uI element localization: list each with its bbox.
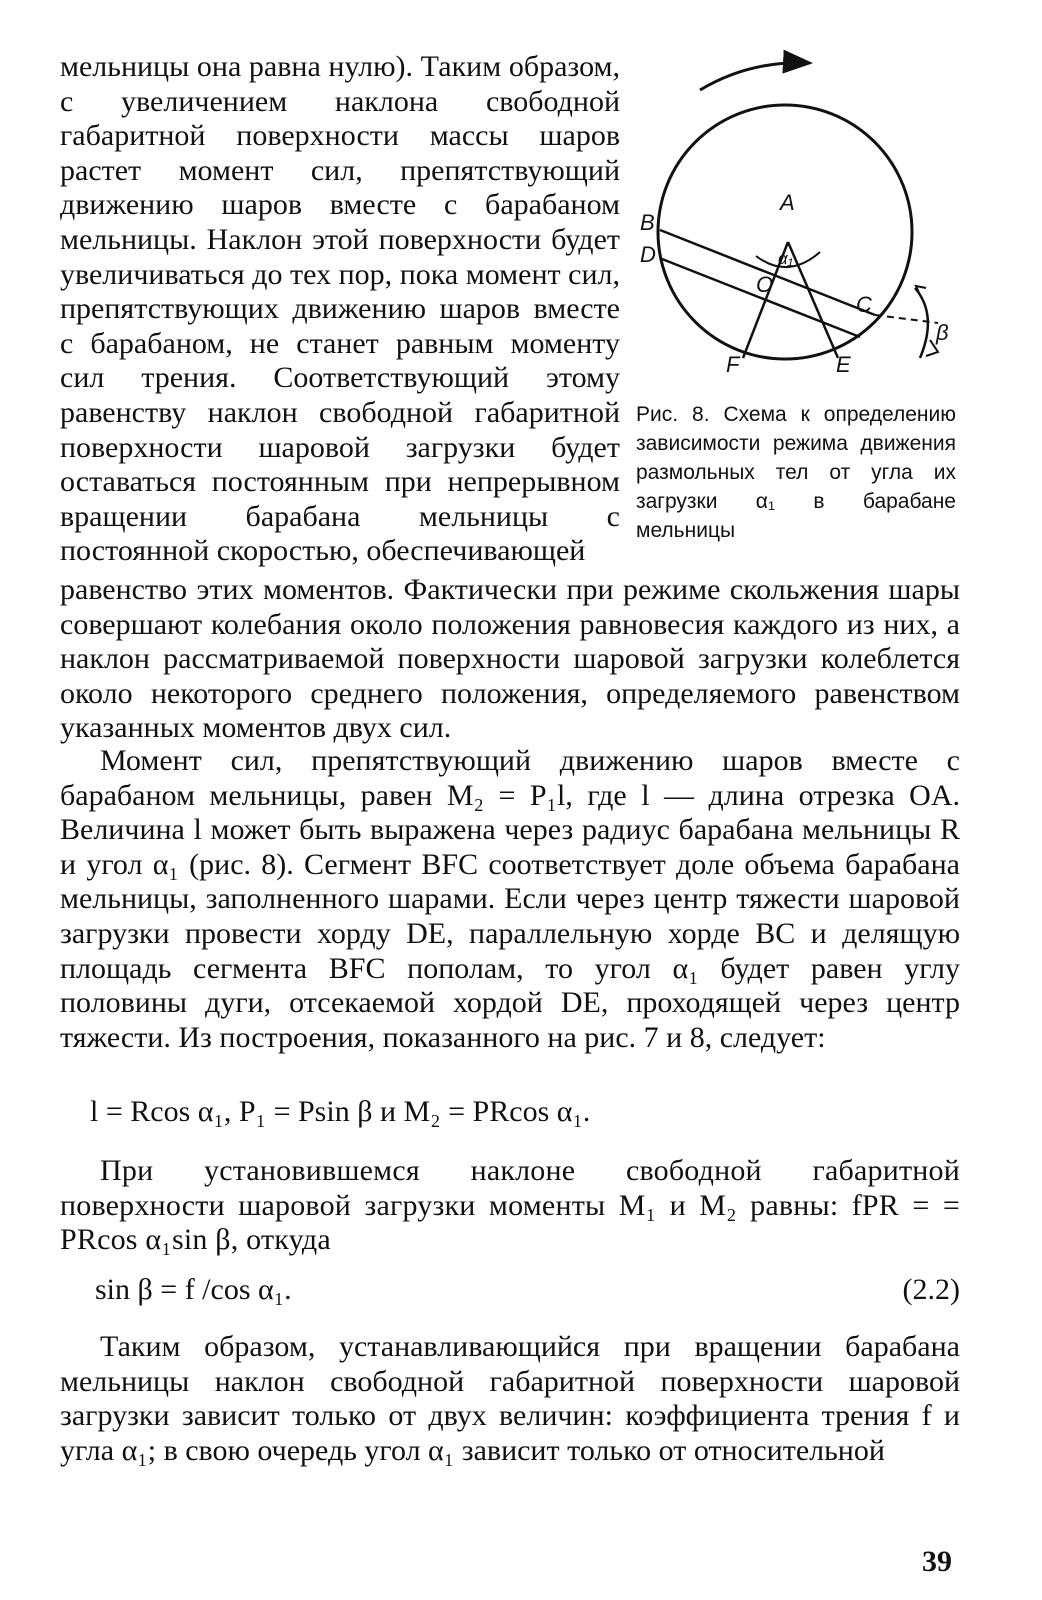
figure-caption: Рис. 8. Схема к определению зависимости режима движения размольных тел от угла их загрузки α₁ в барабане мельницы — [636, 403, 956, 542]
label-d: D — [640, 242, 656, 267]
page-number: 39 — [922, 1545, 952, 1578]
paragraph-2: Момент сил, препятствующий движению шаров вместе с барабаном мельницы, равен M₂ = P₁l, где l — длина отрезка OA. Величина l может быть выражена через радиус барабана мельницы R и угол α₁ (рис. 8). Сегмент BFC соответствует доле объема барабана мельницы, заполненного шарами. Если через центр тяжести шаровой загрузки провести хорду DE, параллельную хорде BC и делящую площадь сегмента BFC пополам, то угол α₁ будет равен углу половины дуги, отсекаемой хордой DE, проходящей через центр тяжести. Из построения, показанного на рис. 7 и 8, следует: — [60, 744, 960, 1054]
equation-2-formula: sin β = f /cos α₁. — [95, 1273, 292, 1306]
equation-2-number: (2.2) — [902, 1273, 960, 1306]
paragraph-1: мельницы она равна нулю). Таким образом, с увеличением наклона свободной габаритной поверхности массы шаров растет момент сил, препятствующий движению шаров вместе с барабаном мельницы. Наклон этой поверхности будет увеличиваться до тех пор, пока момент сил, препятствующих движению шаров вместе с барабаном, не станет равным моменту сил трения. Соответствующий этому равенству наклон свободной габаритной поверхности шаровой загрузки будет оставаться постоянным при непрерывном вращении барабана мельницы с постоянной скоростью, обеспечивающей — [60, 50, 620, 568]
label-beta: β — [936, 320, 949, 345]
drum-circle — [658, 105, 912, 359]
figure-8-diagram — [620, 40, 960, 380]
beta-arc — [915, 288, 928, 358]
label-f: F — [726, 352, 740, 377]
line-ae — [788, 242, 838, 358]
label-b: B — [640, 210, 655, 235]
label-c: C — [856, 292, 872, 317]
paragraph-1-continued: равенство этих моментов. Фактически при режиме скольжения шары совершают колебания около положения равновесия каждого из них, а наклон рассматриваемой поверхности шаровой загрузки колеблется около некоторого среднего положения, определяемого равенством указанных моментов двух сил. — [60, 573, 960, 745]
label-alpha: α₁ — [778, 249, 794, 268]
paragraph-3: При установившемся наклоне свободной габаритной поверхности шаровой загрузки моменты M₁ и M₂ равны: fPR = = PRcos α₁sin β, откуда — [60, 1154, 960, 1257]
beta-arrow-2 — [916, 286, 926, 295]
equation-1: l = Rcos α₁, P₁ = Psin β и M₂ = PRcos α₁. — [90, 1095, 591, 1128]
label-a: A — [780, 190, 795, 215]
label-o: O — [756, 272, 774, 297]
equation-2 — [95, 1272, 960, 1308]
rotation-arrow — [700, 63, 810, 90]
label-e: E — [836, 352, 851, 377]
paragraph-4: Таким образом, устанавливающийся при вращении барабана мельницы наклон свободной габаритной поверхности шаровой загрузки зависит только от двух величин: коэффициента трения f и угла α₁; в свою очередь угол α₁ зависит только от относительной — [60, 1330, 960, 1467]
